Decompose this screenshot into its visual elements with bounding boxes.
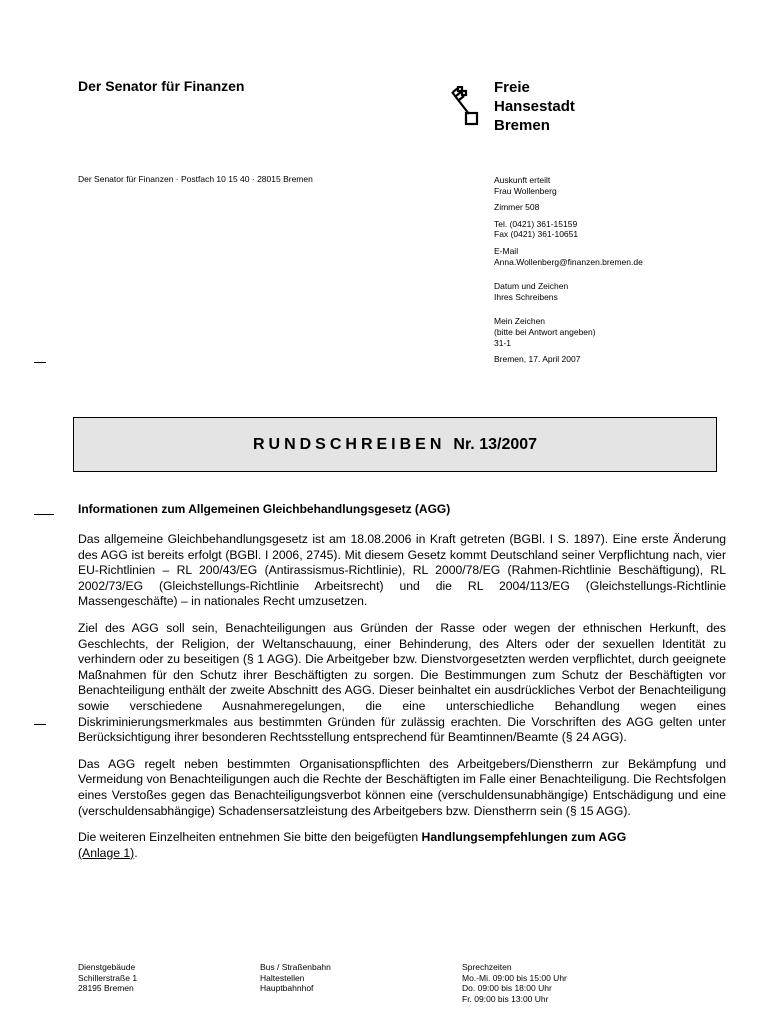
contact-name: Frau Wollenberg [494,185,557,196]
paragraph-1: Das allgemeine Gleichbehandlungsgesetz ist am 18.08.2006 in Kraft getreten (BGBl. I S. 1897). Eine erste Änderung des AGG ist bereits erfolgt (BGBl. I 2006, 2745). Mit diesem Gesetz kommt Deutschland seiner Verpflichtung nach, vier EU-Richtlinien – RL 200/43/EG (Antirassismus-Richtlinie), RL 2000/78/EG (Rahmen-Richtlinie Beschäftigung), RL 2002/73/EG (Gleichstellungs-Richtlinie Arbeitsrecht) und die RL 2004/113/EG (Gleichstellungs-Richtlinie Massengeschäfte) – in nationales Recht umzusetzen. [78,532,726,609]
contact-fax: Fax (0421) 361-10651 [494,229,579,240]
circular-title-word: RUNDSCHREIBEN [252,435,446,453]
footer-transit-label: Bus / Straßenbahn [260,962,331,972]
contact-email-group [494,246,744,267]
contact-email[interactable]: Anna.Wollenberg@finanzen.bremen.de [494,256,643,267]
paragraph-4-prefix: Die weiteren Einzelheiten entnehmen Sie bitte den beigefügten [78,830,422,845]
my-reference [494,316,744,348]
paragraph-2: Ziel des AGG soll sein, Benachteiligungen aus Gründen der Rasse oder wegen der ethnischen Herkunft, des Geschlechts, der Religion, der Weltanschauung, einer Behinderung, des Alters oder der sexuellen Identität zu verhindern oder zu beseitigen (§ 1 AGG). Die Arbeitgeber bzw. Dienstvorgesetzten werden verpflichtet, durch geeignete Maßnahmen für den Schutz ihrer Beschäftigten zu sorgen. Die Bestimmungen zum Schutz der Beschäftigten vor Benachteiligung enthält der zweite Abschnitt des AGG. Dieser beinhaltet ein ausdrückliches Verbot der Benachteiligung sowie verschiedene Ausnahmeregelungen, die eine unterschiedliche Behandlung wegen eines Diskriminierungsmerkmales aus bestimmten Gründen für zulässig erachten. Die Vorschriften des AGG gelten unter Berücksichtigung ihrer besonderen Rechtsstellung entsprechend für Beamtinnen/Beamte (§ 24 AGG). [78,620,726,745]
state-line-1: Freie [494,79,530,96]
contact-phone-group [494,219,744,240]
circular-title-box [73,417,717,472]
return-address: Der Senator für Finanzen · Postfach 10 15 40 · 28015 Bremen [78,174,313,184]
footer-hours-2: Do. 09:00 bis 18:00 Uhr [462,983,552,994]
letter-date: Bremen, 17. April 2007 [494,354,581,365]
my-reference-line-2: (bitte bei Antwort angeben) [494,326,596,337]
footer-hours [462,962,567,1004]
footer-transit-stop: Haltestellen [260,972,305,983]
contact-email-label: E-Mail [494,245,519,256]
paragraph-4 [78,830,726,861]
contact-person-group [494,175,744,196]
sender-title: Der Senator für Finanzen [78,78,245,94]
attachment-link[interactable]: (Anlage 1) [78,845,135,860]
state-line-2: Hansestadt [494,98,575,115]
my-reference-line-3: 31-1 [494,337,512,348]
my-reference-line-1: Mein Zeichen [494,316,546,327]
bremen-key-icon [447,86,487,132]
your-reference [494,281,744,302]
contact-tel: Tel. (0421) 361-15159 [494,218,578,229]
letter-body [78,532,726,872]
your-reference-line-1: Datum und Zeichen [494,281,569,292]
state-line-3: Bremen [494,117,550,134]
contact-room: Zimmer 508 [494,202,540,213]
punch-mark [34,514,54,515]
footer-transit-station: Hauptbahnhof [260,983,314,994]
footer-hours-1: Mo.-Mi. 09:00 bis 15:00 Uhr [462,972,567,983]
contact-block [494,175,744,371]
state-name [494,78,575,135]
footer-hours-label: Sprechzeiten [462,962,512,972]
your-reference-line-2: Ihres Schreibens [494,291,558,302]
footer-building-city: 28195 Bremen [78,983,134,994]
footer-transit [260,962,331,994]
paragraph-4-suffix: . [134,845,138,860]
footer-building-label: Dienstgebäude [78,962,136,972]
paragraph-4-bold: Handlungsempfehlungen zum AGG [421,830,627,845]
contact-info-label: Auskunft erteilt [494,175,551,185]
footer-hours-3: Fr. 09:00 bis 13:00 Uhr [462,993,549,1004]
paragraph-3: Das AGG regelt neben bestimmten Organisationspflichten des Arbeitgebers/Dienstherrn zur Bekämpfung und Vermeidung von Benachteiligungen auch die Rechte der Beschäftigten im Falle einer Benachteiligung. Die Rechtsfolgen eines Verstoßes gegen das Benachteiligungsverbot können eine (verschuldensunabhängige) Entschädigung und eine (verschuldensabhängige) Schadensersatzleistung des Arbeitgebers bzw. Dienstherrn sein (§ 15 AGG). [78,756,726,818]
fold-mark-top [34,362,46,363]
circular-title-number: Nr. 13/2007 [453,435,538,453]
footer-building-street: Schillerstraße 1 [78,972,138,983]
subject-line: Informationen zum Allgemeinen Gleichbehandlungsgesetz (AGG) [78,502,451,516]
fold-mark-bottom [34,724,46,725]
footer-building [78,962,137,994]
